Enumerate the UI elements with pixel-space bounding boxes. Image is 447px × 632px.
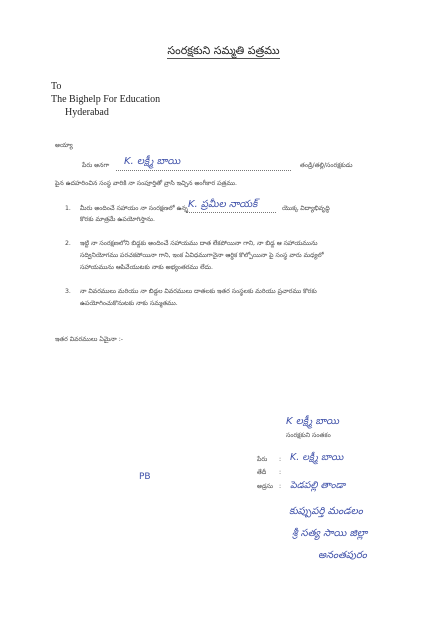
- salutation: అయ్యా: [55, 142, 73, 149]
- address-to: To: [51, 81, 62, 92]
- point-1-line2: కొరకు మాత్రమే ఉపయోగిస్తాను.: [80, 216, 155, 223]
- student-name-handwritten: K. ప్రమీల నాయక్: [188, 199, 258, 210]
- point-2-number: 2.: [65, 240, 71, 247]
- name-field-value: K. లక్ష్మీ బాయి: [290, 452, 344, 463]
- point-1-text-post: యొక్క విద్యాభివృద్ధి: [282, 205, 330, 212]
- intro-line2: పైన ఉదహరించిన సంస్థ వారికి నా సంపూర్తితో వ్రాసి ఇచ్చిన అంగీకార పత్రము.: [55, 180, 238, 187]
- point-2-line3: సహాయమును ఆపివేయుటకు నాకు అభ్యంతరము లేదు.: [80, 264, 213, 271]
- guardian-name-handwritten: K. లక్ష్మీ బాయి: [124, 156, 181, 167]
- point-1-number: 1.: [65, 205, 71, 212]
- guardian-signature-handwritten: K లక్ష్మీ బాయి: [286, 416, 340, 427]
- point-3-number: 3.: [65, 288, 71, 295]
- address-line-4: అనంతపురం: [318, 550, 367, 561]
- date-field-label: తేదీ: [257, 469, 267, 476]
- address-line-2: కుప్పుపర్తి మండలం: [289, 506, 363, 517]
- other-details-label: ఇతర వివరములు ఏమైనా :-: [55, 336, 124, 343]
- date-field-colon: :: [279, 469, 282, 476]
- address-line-1: పెడపల్లి తాండా: [290, 480, 346, 491]
- point-3-line2: ఉపయోగించుకొనుటకు నాకు సమ్మతము.: [80, 300, 178, 307]
- name-field-colon: :: [279, 456, 282, 463]
- point-3-line1: నా వివరములు మరియు నా బిడ్డల వివరములు దాతలకు ఇతర సంస్థలకు మరియు ప్రచారము కొరకు: [80, 288, 317, 295]
- point-2-line2: సద్వినియోగము పరచకపోయినా గాని, ఇంక ఏవిధముగానైనా ఆర్థిక కొల్పోయినా పై సంస్థ వారు మధ్యలో: [80, 252, 324, 259]
- intro-relation: తండ్రి/తల్లి/సంరక్షకుడు: [300, 162, 353, 169]
- signature-caption: సంరక్షకుని సంతకం: [286, 432, 331, 439]
- margin-initials: PB: [139, 472, 151, 482]
- address-organization: The Bighelp For Education: [51, 94, 161, 105]
- guardian-name-line: [116, 170, 291, 171]
- form-title: సంరక్షకుని సమ్మతి పత్రము: [167, 44, 280, 57]
- address-line-3: శ్రీ సత్య సాయి జిల్లా: [292, 528, 368, 539]
- address-field-label: అడ్రసు: [257, 483, 274, 490]
- address-field-colon: :: [279, 483, 282, 490]
- point-1-text-pre: మీరు అందించే సహాయం నా సంరక్షణలో ఉన్న: [80, 205, 188, 212]
- point-2-line1: ఇట్టి నా సంరక్షణలోని బిడ్డకు అందించే సహాయము దాత లేకపోయినా గాని, నా బిడ్డ ఆ సహాయమును: [80, 240, 318, 247]
- address-city: Hyderabad: [65, 107, 109, 118]
- name-field-label: పేరు: [257, 456, 268, 463]
- intro-prefix: పేరు అనగా: [82, 162, 110, 169]
- student-name-line: [186, 212, 276, 213]
- recipient-address: [51, 80, 160, 119]
